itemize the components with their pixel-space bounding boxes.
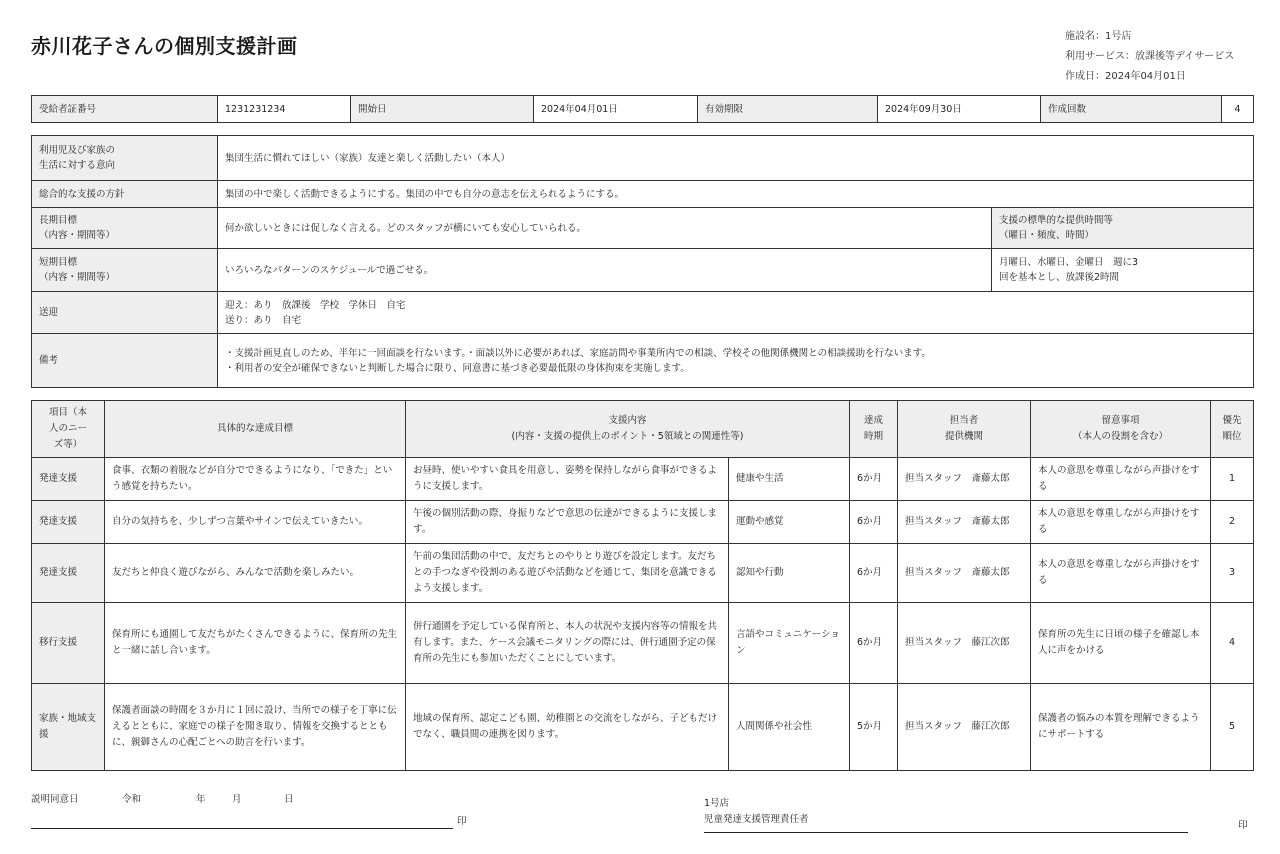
policy-value: 集団の中で楽しく活動できるようにする。集団の中でも自分の意志を伝えられるようにする。 (218, 181, 1254, 208)
provision-time-value (992, 249, 1254, 292)
row-domain: 運動や感覚 (729, 501, 850, 544)
goals-table (31, 400, 1254, 771)
consent-date-label: 説明同意日 (31, 794, 79, 805)
manager-title: 児童発達支援管理責任者 (704, 814, 809, 825)
consent-year: 年 (196, 794, 206, 805)
consent-month: 月 (232, 794, 242, 805)
row-priority: 5 (1211, 684, 1254, 771)
row-notes: 本人の意思を尊重しながら声掛けをする (1031, 501, 1211, 544)
row-period: 6か月 (850, 501, 898, 544)
row-notes: 保護者の悩みの本質を理解できるようにサポートする (1031, 684, 1211, 771)
summary-row (32, 96, 1254, 123)
header-item-line1: 項目（本 (48, 407, 87, 418)
recipient-value: 1231231234 (218, 96, 351, 123)
header-support (406, 401, 850, 458)
header-notes-line1: 留意事項 (1101, 415, 1140, 426)
service-name: 利用サービス：放課後等デイサービス (1065, 51, 1235, 62)
row-notes: 本人の意思を尊重しながら声掛けをする (1031, 544, 1211, 603)
intent-label-line2: 生活に対する意向 (39, 160, 116, 171)
row-priority: 3 (1211, 544, 1254, 603)
header-goal: 具体的な達成目標 (105, 401, 406, 458)
header-priority-line1: 優先 (1222, 415, 1242, 426)
row-support: 午前の集団活動の中で、友だちとのやりとり遊びを設定します。友だちとの手つなぎや役割のある遊びや活動などを通じて、集団を意識できるよう支援します。 (406, 544, 729, 603)
expiry-label: 有効期限 (698, 96, 878, 123)
summary-table (31, 95, 1254, 123)
row-item: 発達支援 (32, 501, 105, 544)
row-item: 発達支援 (32, 458, 105, 501)
header-priority-line2: 順位 (1222, 431, 1242, 442)
row-notes: 保育所の先生に日頃の様子を確認し本人に声をかける (1031, 603, 1211, 684)
long-goal-row (32, 208, 1254, 249)
manager-signature-line[interactable] (704, 832, 1188, 833)
row-staff: 担当スタッフ 斎藤太郎 (898, 458, 1031, 501)
row-domain: 健康や生活 (729, 458, 850, 501)
start-value: 2024年04月01日 (534, 96, 698, 123)
row-staff: 担当スタッフ 藤江次郎 (898, 684, 1031, 771)
short-goal-label-line1: 短期目標 (39, 257, 78, 268)
row-goal: 食事、衣類の着脱などが自分でできるようになり、「できた」という感覚を持ちたい。 (105, 458, 406, 501)
policy-label: 総合的な支援の方針 (32, 181, 218, 208)
row-support: お昼時、使いやすい食具を用意し、姿勢を保持しながら食事ができるように支援します。 (406, 458, 729, 501)
long-goal-value: 何か欲しいときには促しなく言える。どのスタッフが横にいても安心していられる。 (218, 208, 992, 249)
row-priority: 4 (1211, 603, 1254, 684)
row-period: 6か月 (850, 544, 898, 603)
header-staff (898, 401, 1031, 458)
intent-row (32, 136, 1254, 181)
row-goal: 友だちと仲良く遊びながら、みんなで活動を楽しみたい。 (105, 544, 406, 603)
provision-time-label-line1: 支援の標準的な提供時間等 (999, 215, 1114, 226)
notes-label: 備考 (32, 334, 218, 388)
goal-row (32, 603, 1254, 684)
row-goal: 保護者面談の時間を３か月に１回に設け、当所での様子を丁寧に伝えるとともに、家庭での様子を聞き取り、情報を交換するとともに、親御さんの心配ごとへの助言を行います。 (105, 684, 406, 771)
row-domain: 人間関係や社会性 (729, 684, 850, 771)
guardian-seal-mark: 印 (457, 816, 467, 827)
facility-name: 施設名：1号店 (1065, 31, 1132, 42)
header-item-line2: 人のニー (48, 423, 87, 434)
header-item (32, 401, 105, 458)
intent-value: 集団生活に慣れてほしい（家族）友達と楽しく活動したい（本人） (218, 136, 1254, 181)
long-goal-label-line2: （内容・期間等） (39, 230, 116, 241)
row-support: 併行通園を予定している保育所と、本人の状況や支援内容等の情報を共有します。また、ケース会議モニタリングの際には、併行通園予定の保育所の先生にも参加いただくことにしています。 (406, 603, 729, 684)
header-notes-line2: （本人の役割を含む） (1072, 431, 1168, 442)
short-goal-row (32, 249, 1254, 292)
row-item: 移行支援 (32, 603, 105, 684)
goal-row (32, 544, 1254, 603)
row-item: 発達支援 (32, 544, 105, 603)
row-period: 6か月 (850, 603, 898, 684)
notes-line1: ・支援計画見直しのため、半年に一回面談を行ないます。・面談以外に必要があれば、家庭訪問や事業所内での相談、学校その他関係機関との相談援助を行ないます。 (225, 347, 931, 359)
header-period-line1: 達成 (863, 415, 883, 426)
header-support-line1: 支援内容 (608, 415, 647, 426)
short-goal-value: いろいろなパターンのスケジュールで過ごせる。 (218, 249, 992, 292)
goal-row (32, 501, 1254, 544)
header-period-line2: 時期 (863, 431, 883, 442)
short-goal-label (32, 249, 218, 292)
goals-header-row (32, 401, 1254, 458)
consent-day: 日 (284, 794, 294, 805)
row-staff: 担当スタッフ 藤江次郎 (898, 603, 1031, 684)
transport-dropoff: 送り：あり 自宅 (225, 314, 302, 326)
intent-label-line1: 利用児及び家族の (39, 145, 116, 156)
row-period: 6か月 (850, 458, 898, 501)
transport-label: 送迎 (32, 292, 218, 334)
provision-time-label (992, 208, 1254, 249)
transport-pickup: 迎え：あり 放課後 学校 学休日 自宅 (225, 299, 406, 311)
expiry-value: 2024年09月30日 (878, 96, 1041, 123)
count-label: 作成回数 (1041, 96, 1222, 123)
start-label: 開始日 (351, 96, 534, 123)
long-goal-label-line1: 長期目標 (39, 215, 78, 226)
created-date: 作成日：2024年04月01日 (1065, 71, 1186, 82)
notes-line2: ・利用者の安全が確保できないと判断した場合に限り、同意書に基づき必要最低限の身体拘束を実施します。 (225, 362, 690, 374)
row-staff: 担当スタッフ 斎藤太郎 (898, 501, 1031, 544)
transport-value (218, 292, 1254, 334)
long-goal-label (32, 208, 218, 249)
plan-table (31, 135, 1254, 388)
transport-row (32, 292, 1254, 334)
notes-value (218, 334, 1254, 388)
row-staff: 担当スタッフ 斎藤太郎 (898, 544, 1031, 603)
row-notes: 本人の意思を尊重しながら声掛けをする (1031, 458, 1211, 501)
provision-time-value-line1: 月曜日、水曜日、金曜日 週に3 (999, 257, 1139, 268)
row-domain: 認知や行動 (729, 544, 850, 603)
policy-row (32, 181, 1254, 208)
row-item: 家族・地域支援 (32, 684, 105, 771)
goal-row (32, 458, 1254, 501)
header-period (850, 401, 898, 458)
store-name: 1号店 (704, 798, 730, 809)
row-support: 地域の保育所、認定こども園、幼稚園との交流をしながら、子どもだけでなく、職員間の連携を図ります。 (406, 684, 729, 771)
recipient-label: 受給者証番号 (32, 96, 218, 123)
header-item-line3: ズ等） (53, 439, 83, 450)
notes-row (32, 334, 1254, 388)
row-period: 5か月 (850, 684, 898, 771)
header-notes (1031, 401, 1211, 458)
provision-time-label-line2: （曜日・頻度、時間） (999, 230, 1095, 241)
row-support: 午後の個別活動の際、身振りなどで意思の伝達ができるように支援します。 (406, 501, 729, 544)
provision-time-value-line2: 回を基本とし、放課後2時間 (999, 272, 1120, 283)
header-support-line2: (内容・支援の提供上のポイント・5領域との関連性等) (511, 431, 744, 442)
row-goal: 保育所にも通園して友だちがたくさんできるように、保育所の先生と一緒に話し合います。 (105, 603, 406, 684)
header-staff-line2: 提供機関 (944, 431, 983, 442)
row-priority: 1 (1211, 458, 1254, 501)
row-priority: 2 (1211, 501, 1254, 544)
row-domain: 言語やコミュニケーション (729, 603, 850, 684)
header-staff-line1: 担当者 (949, 415, 979, 426)
guardian-signature-line[interactable] (31, 828, 453, 829)
row-goal: 自分の気持ちを、少しずつ言葉やサインで伝えていきたい。 (105, 501, 406, 544)
count-value: 4 (1222, 96, 1254, 123)
intent-label (32, 136, 218, 181)
goal-row (32, 684, 1254, 771)
header-priority (1211, 401, 1254, 458)
page-title: 赤川花子さんの個別支援計画 (31, 34, 298, 58)
short-goal-label-line2: （内容・期間等） (39, 272, 116, 283)
manager-seal-mark: 印 (1238, 820, 1248, 831)
consent-era: 令和 (122, 794, 142, 805)
